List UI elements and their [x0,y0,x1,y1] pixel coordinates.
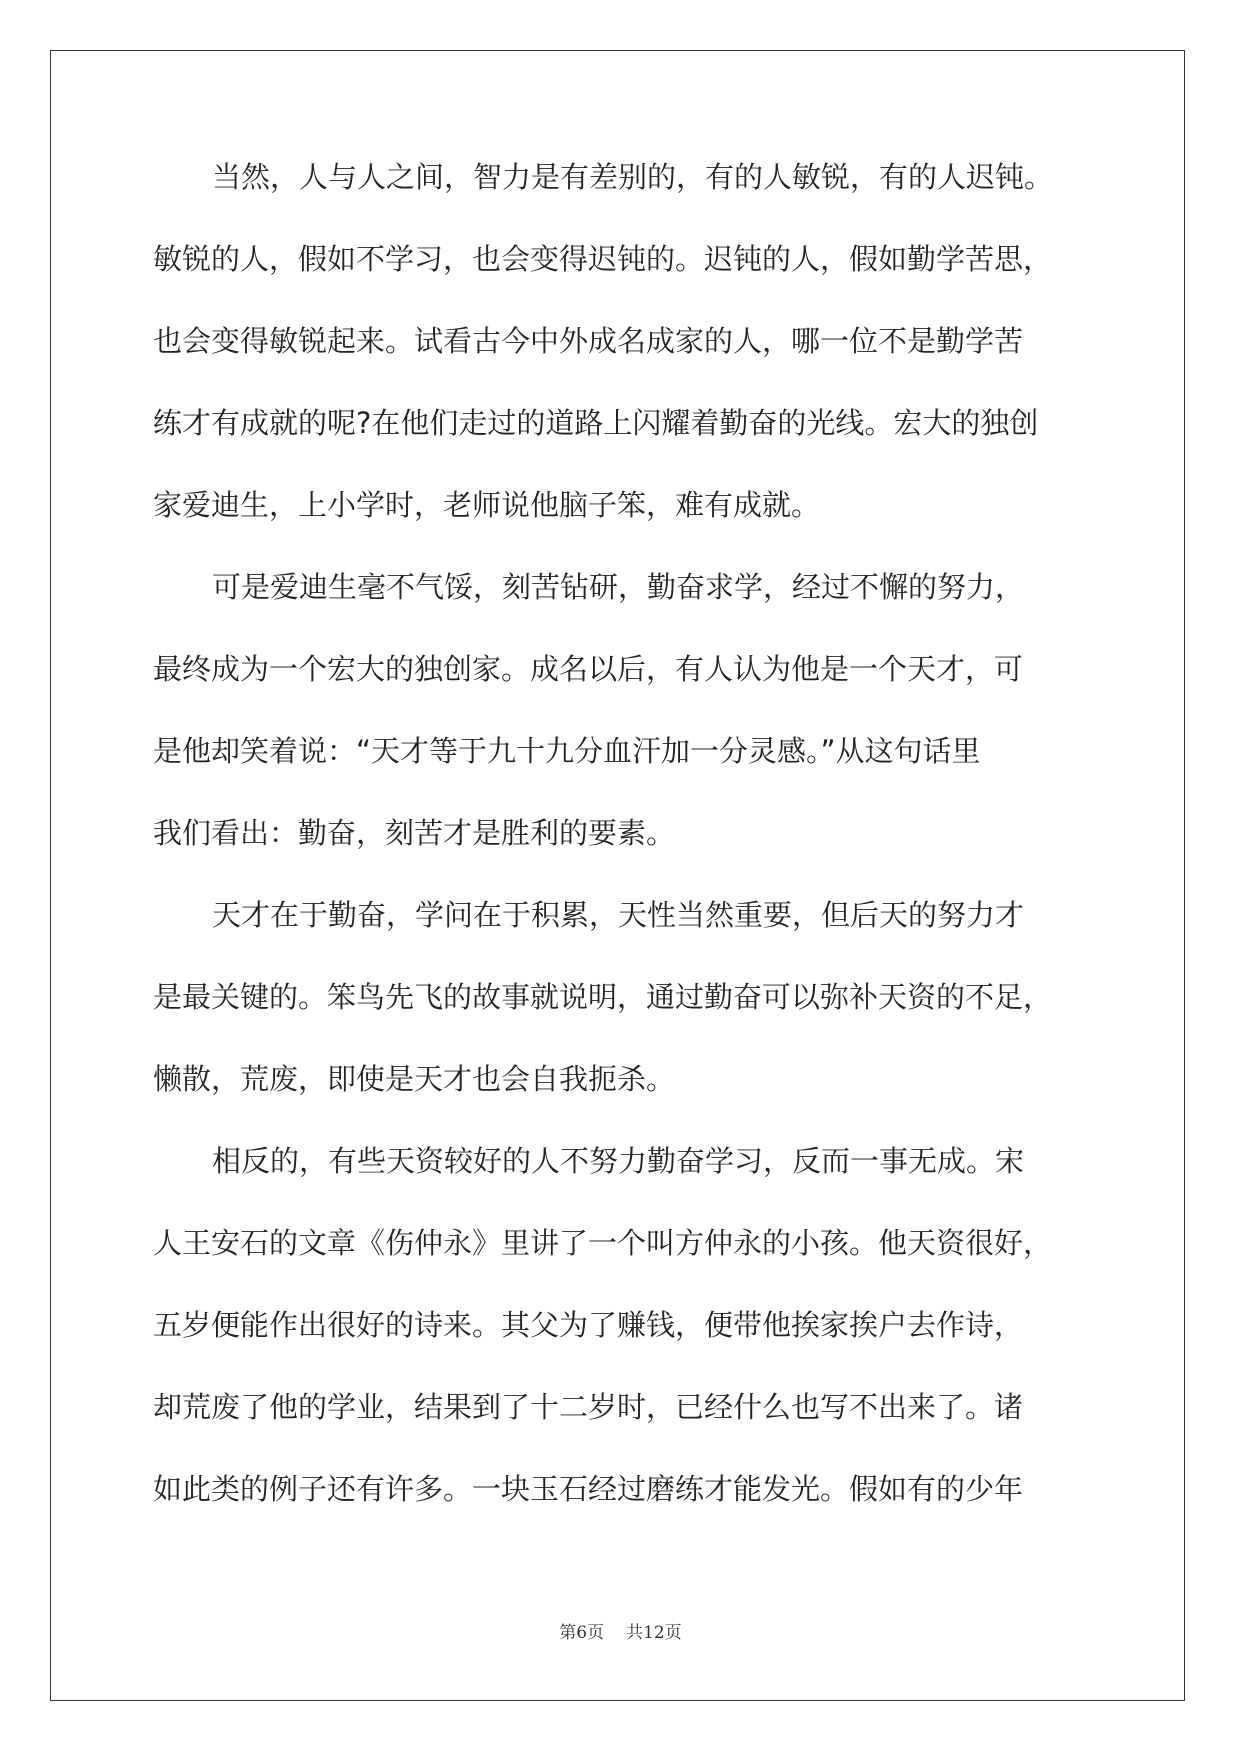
text-line: 可是爱迪生毫不气馁，刻苦钻研，勤奋求学，经过不懈的努力， [212,570,1025,604]
page-footer [0,1618,1241,1643]
page-number: 第6页 [559,1623,605,1643]
text-line: 练才有成就的呢?在他们走过的道路上闪耀着勤奋的光线。宏大的独创 [153,406,1039,440]
text-line: 相反的，有些天资较好的人不努力勤奋学习，反而一事无成。宋 [212,1144,1025,1178]
document-body [153,162,1088,1556]
text-line: 懒散，荒废，即使是天才也会自我扼杀。 [153,1062,676,1096]
text-line: 家爱迪生，上小学时，老师说他脑子笨，难有成就。 [153,488,821,522]
text-line: 最终成为一个宏大的独创家。成名以后，有人认为他是一个天才，可 [153,652,1024,686]
text-line: 也会变得敏锐起来。试看古今中外成名成家的人，哪一位不是勤学苦 [153,324,1024,358]
text-line: 是他却笑着说：“天才等于九十九分血汗加一分灵感。”从这句话里 [153,734,981,768]
text-line: 敏锐的人，假如不学习，也会变得迟钝的。迟钝的人，假如勤学苦思， [153,242,1053,276]
text-line: 天才在于勤奋，学问在于积累，天性当然重要，但后天的努力才 [212,898,1025,932]
text-line: 当然，人与人之间，智力是有差别的，有的人敏锐，有的人迟钝。 [212,160,1054,194]
text-line: 人王安石的文章《伤仲永》里讲了一个叫方仲永的小孩。他天资很好， [153,1226,1053,1260]
text-line: 如此类的例子还有许多。一块玉石经过磨练才能发光。假如有的少年 [153,1472,1024,1506]
text-line: 五岁便能作出很好的诗来。其父为了赚钱，便带他挨家挨户去作诗， [153,1308,1024,1342]
text-line: 却荒废了他的学业，结果到了十二岁时，已经什么也写不出来了。诸 [153,1390,1024,1424]
text-line: 我们看出：勤奋，刻苦才是胜利的要素。 [153,816,676,850]
text-line: 是最关键的。笨鸟先飞的故事就说明，通过勤奋可以弥补天资的不足， [153,980,1053,1014]
page-total: 共12页 [626,1623,682,1643]
